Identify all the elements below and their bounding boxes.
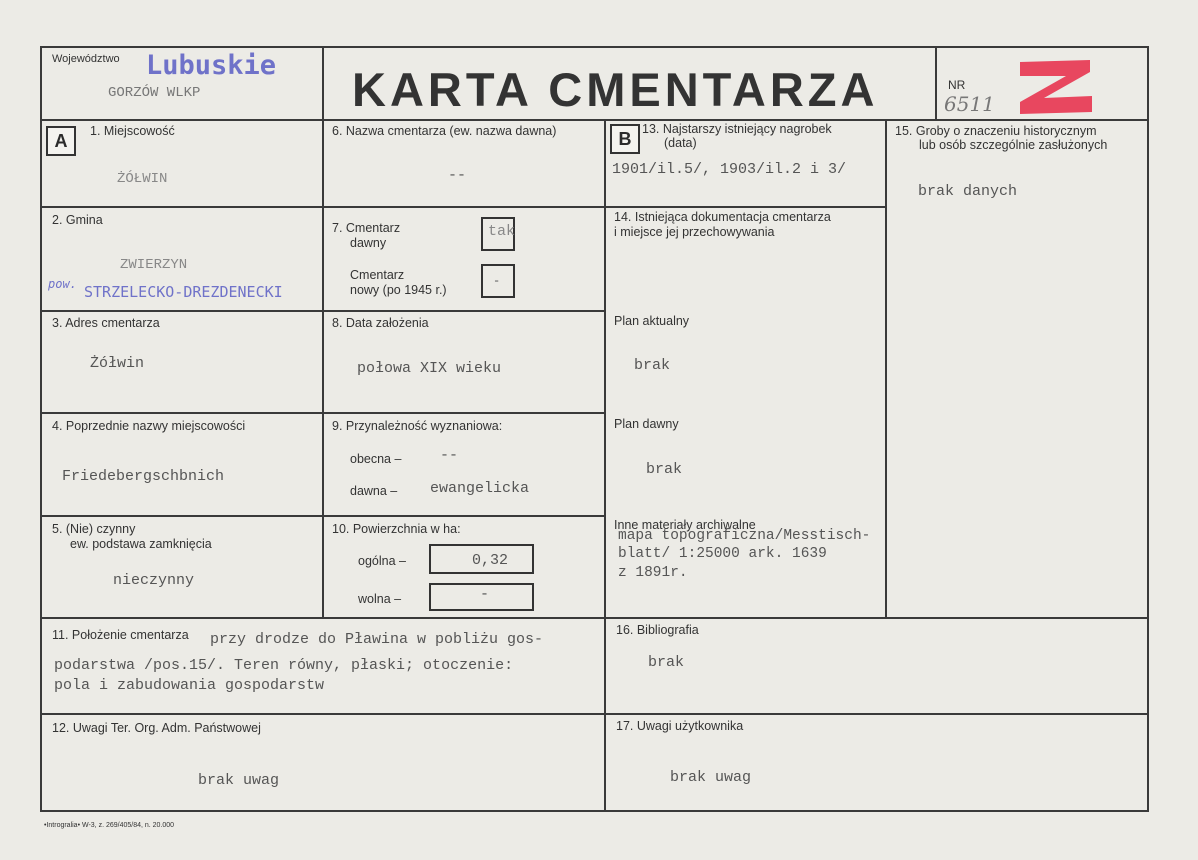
field-12-value: brak uwag — [198, 772, 280, 789]
divider — [40, 206, 606, 208]
divider — [40, 515, 606, 517]
field-14-label-sub: i miejsce jej przechowywania — [614, 225, 775, 239]
page-title: KARTA CMENTARZA — [352, 63, 879, 116]
field-17-value: brak uwag — [670, 769, 752, 786]
field-4-label: 4. Poprzednie nazwy miejscowości — [52, 419, 246, 433]
field-13-label-sub: (data) — [664, 136, 697, 150]
field-6-label: 6. Nazwa cmentarza (ew. nazwa dawna) — [332, 124, 557, 138]
powiat-prefix: pow. — [48, 277, 77, 291]
ogolna-label: ogólna – — [358, 554, 406, 568]
field-8-label: 8. Data założenia — [332, 316, 429, 330]
field-2-value: ZWIERZYN — [120, 257, 188, 273]
field-9-label: 9. Przynależność wyznaniowa: — [332, 419, 503, 433]
field-11-line-3: pola i zabudowania gospodarstw — [54, 677, 325, 694]
inne-materialy-line-2: blatt/ 1:25000 ark. 1639 — [618, 546, 827, 562]
section-b-badge: B — [610, 124, 640, 154]
divider — [885, 119, 887, 618]
wojewodztwo-label: Województwo — [52, 53, 120, 65]
field-5-label: 5. (Nie) czynny — [52, 522, 136, 536]
field-11-label: 11. Położenie cmentarza — [52, 628, 189, 642]
field-3-value: Żółwin — [90, 355, 145, 372]
field-3-label: 3. Adres cmentarza — [52, 316, 160, 330]
divider — [40, 713, 1149, 715]
obecna-value: -- — [440, 447, 459, 464]
wolna-label: wolna – — [358, 592, 402, 606]
cmentarz-nowy-value: - — [493, 274, 501, 288]
field-6-value: -- — [448, 167, 467, 184]
divider — [40, 617, 1149, 619]
field-11-line-1: przy drodze do Pławina w pobliżu gos- — [210, 631, 544, 648]
nr-value: 6511 — [944, 92, 995, 116]
cmentarz-nowy-label: Cmentarz — [350, 268, 405, 282]
field-15-value: brak danych — [918, 183, 1018, 200]
field-5-label-sub: ew. podstawa zamknięcia — [70, 537, 212, 551]
field-5-value: nieczynny — [113, 572, 195, 589]
red-z-mark-icon — [1016, 54, 1096, 116]
field-16-value: brak — [648, 654, 685, 671]
field-14-label: 14. Istniejąca dokumentacja cmentarza — [614, 210, 831, 224]
field-13-label: 13. Najstarszy istniejący nagrobek — [642, 122, 832, 136]
wojewodztwo-stamp: Lubuskie — [146, 50, 277, 81]
powiat-value: STRZELECKO-DREZDENECKI — [84, 283, 283, 301]
cmentarz-nowy-label-sub: nowy (po 1945 r.) — [350, 283, 447, 297]
gorzow-stamp: GORZÓW WLKP — [108, 85, 201, 101]
field-7-label-sub: dawny — [350, 236, 387, 250]
inne-materialy-line-3: z 1891r. — [618, 565, 688, 581]
field-1-label: 1. Miejscowość — [90, 124, 175, 138]
print-footer: •Introgralia• W-3, z. 269/405/84, n. 20.000 — [44, 822, 175, 829]
field-8-value: połowa XIX wieku — [357, 360, 502, 377]
nr-label: NR — [948, 78, 966, 92]
wolna-value: - — [480, 586, 490, 603]
divider — [40, 310, 606, 312]
inne-materialy-label: Inne materiały archiwalne — [614, 518, 756, 532]
divider — [322, 46, 324, 618]
field-12-label: 12. Uwagi Ter. Org. Adm. Państwowej — [52, 721, 261, 735]
field-15-label: 15. Groby o znaczeniu historycznym — [895, 124, 1097, 138]
field-7-label: 7. Cmentarz — [332, 221, 401, 235]
divider — [604, 206, 887, 208]
cmentarz-dawny-value: tak — [488, 223, 516, 240]
field-11-line-2: podarstwa /pos.15/. Teren równy, płaski; otoczenie: — [54, 657, 514, 674]
ogolna-value: 0,32 — [472, 552, 509, 569]
divider — [604, 119, 606, 812]
dawna-label: dawna – — [350, 484, 398, 498]
plan-dawny-label: Plan dawny — [614, 417, 679, 431]
field-1-value: ŻÓŁWIN — [117, 171, 168, 187]
divider — [40, 119, 1149, 121]
field-15-label-sub: lub osób szczególnie zasłużonych — [919, 138, 1108, 152]
field-2-label: 2. Gmina — [52, 213, 103, 227]
field-4-value: Friedebergschbnich — [62, 468, 225, 485]
dawna-value: ewangelicka — [430, 480, 530, 497]
divider — [935, 46, 937, 119]
plan-dawny-value: brak — [646, 461, 683, 478]
field-17-label: 17. Uwagi użytkownika — [616, 719, 744, 733]
inne-materialy-line-1: mapa topograficzna/Messtisch- — [618, 528, 871, 544]
field-16-label: 16. Bibliografia — [616, 623, 699, 637]
section-a-badge: A — [46, 126, 76, 156]
divider — [40, 412, 606, 414]
field-10-label: 10. Powierzchnia w ha: — [332, 522, 461, 536]
obecna-label: obecna – — [350, 452, 402, 466]
field-13-value: 1901/il.5/, 1903/il.2 i 3/ — [612, 161, 847, 178]
plan-aktualny-value: brak — [634, 357, 671, 374]
plan-aktualny-label: Plan aktualny — [614, 314, 690, 328]
